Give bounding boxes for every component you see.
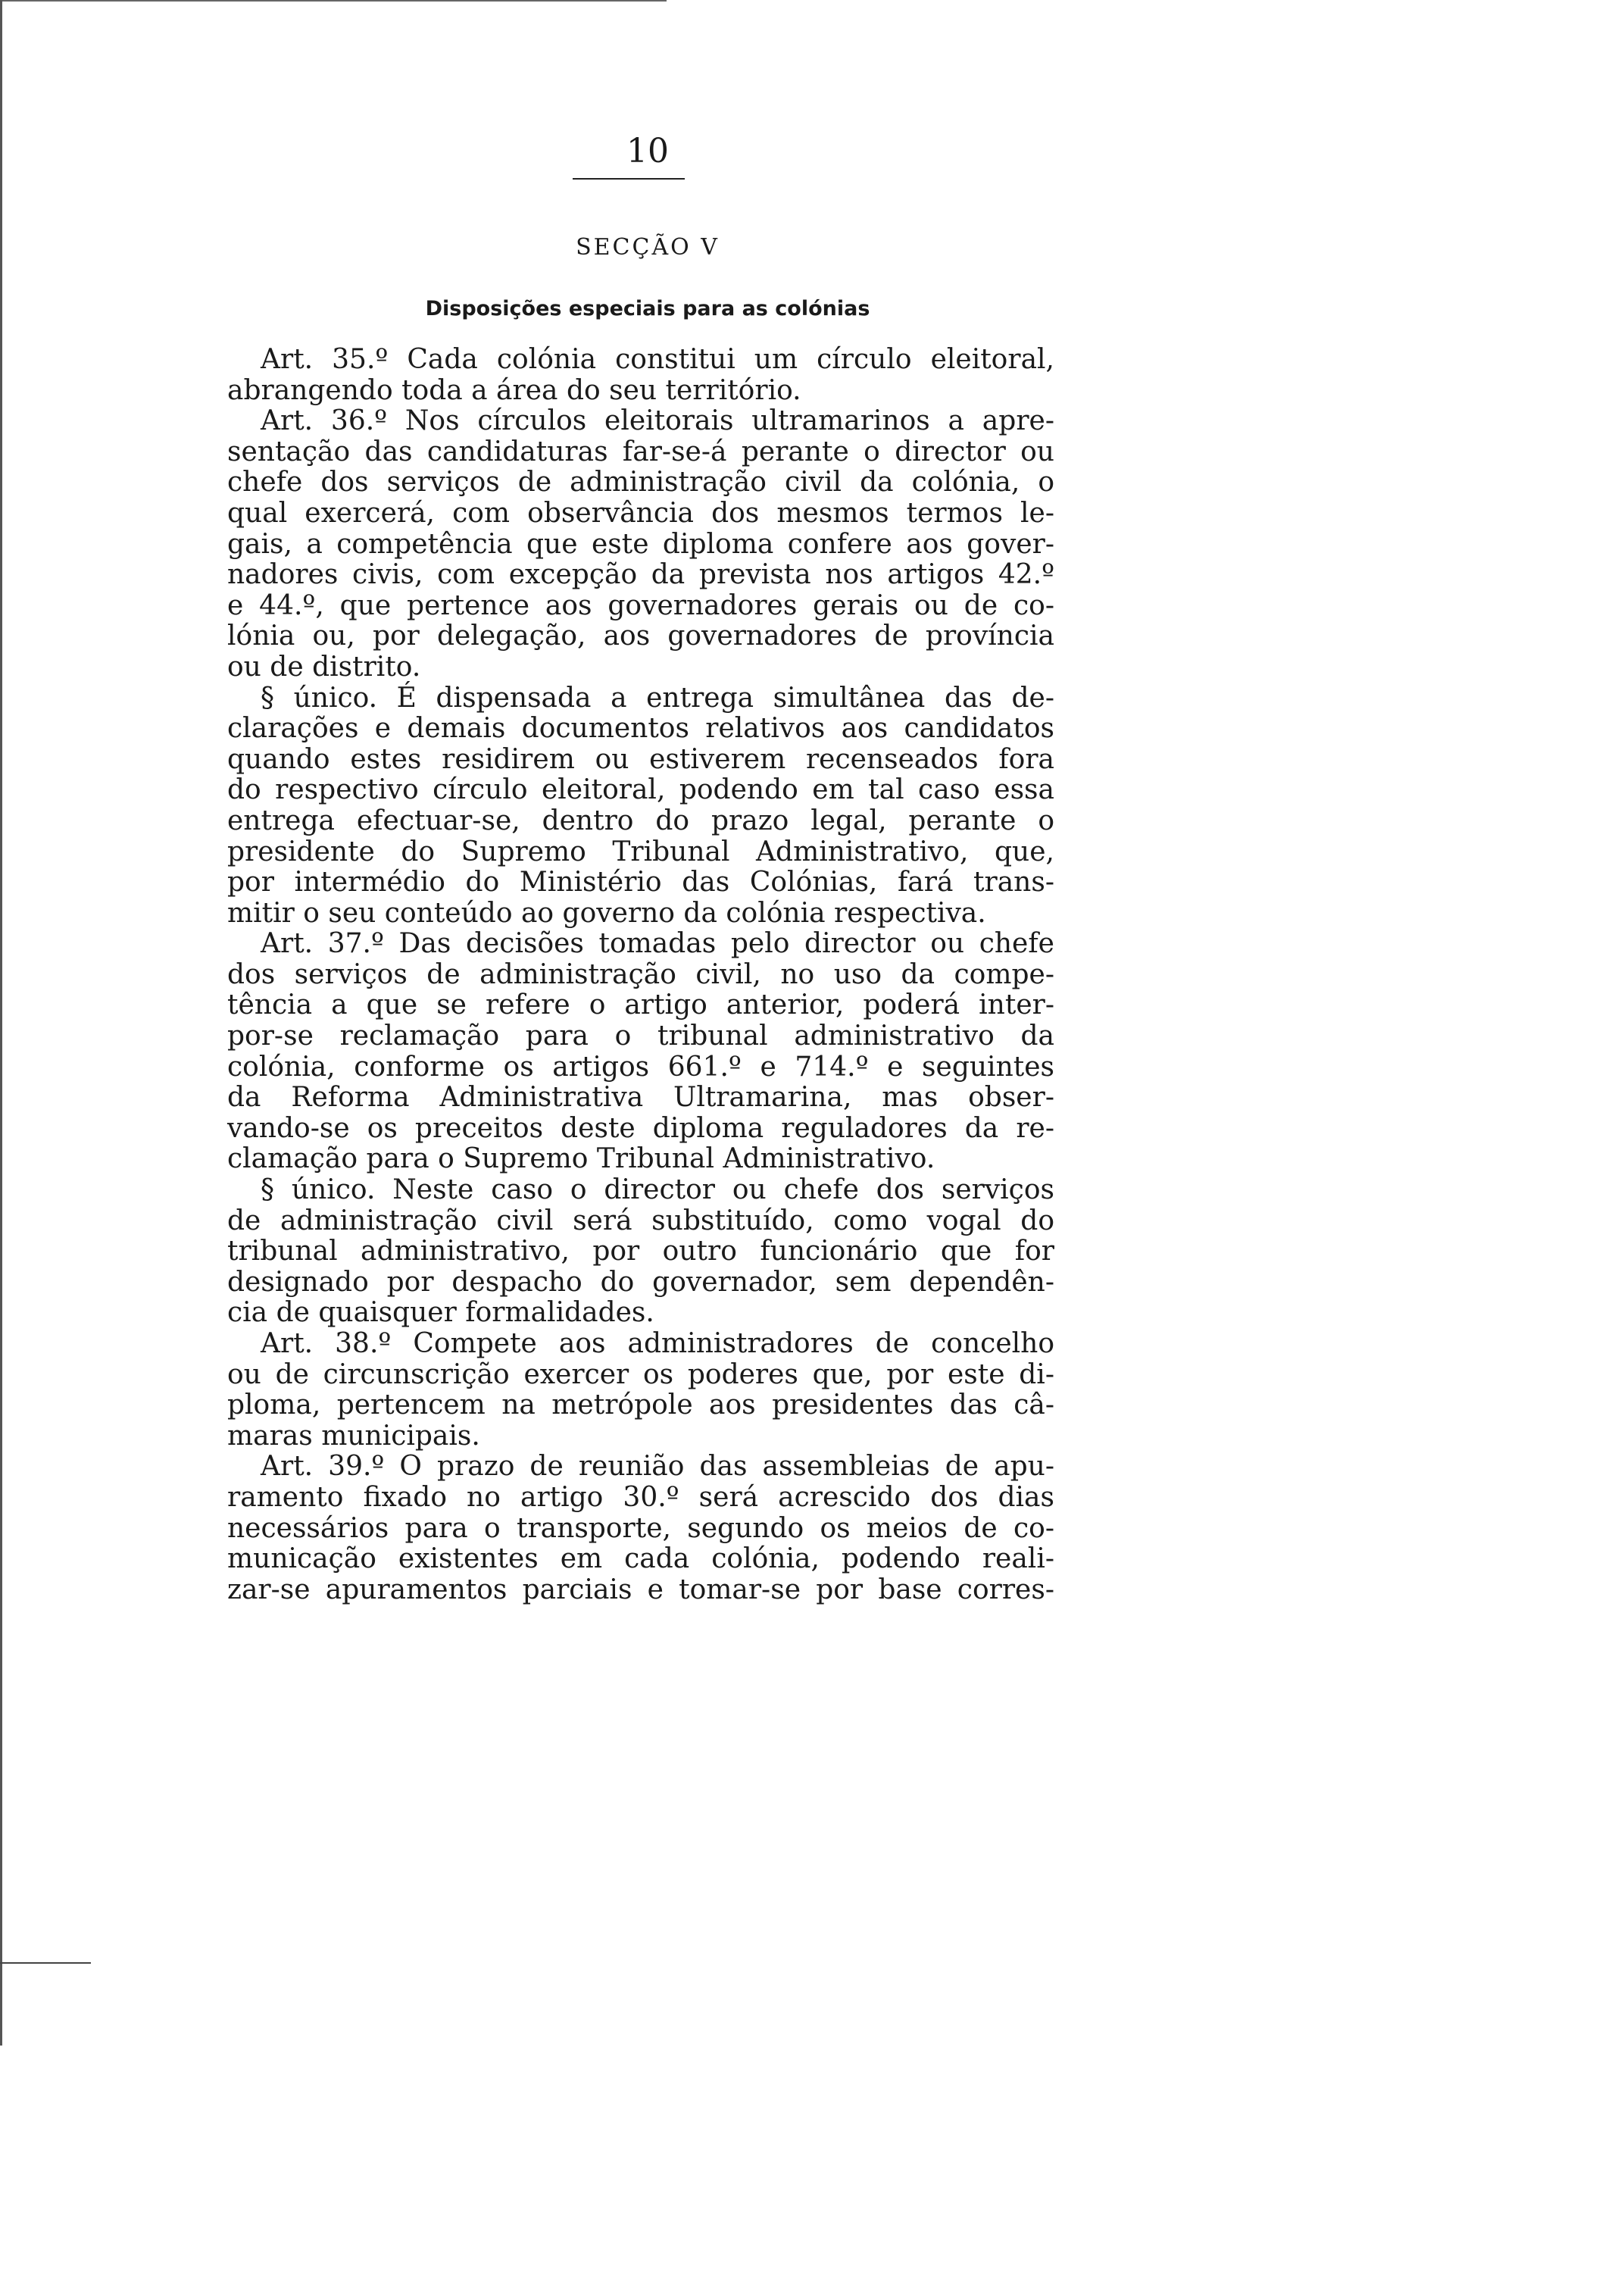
text-line: presidente do Supremo Tribunal Administrativo, que, xyxy=(227,836,1054,867)
text-line: Art. 35.º Cada colónia constitui um círculo eleitoral, xyxy=(261,344,1054,375)
text-line: por intermédio do Ministério das Colónias, fará trans- xyxy=(227,867,1054,899)
text-line: tribunal administrativo, por outro funcionário que for xyxy=(227,1236,1054,1267)
text-line: § único. Neste caso o director ou chefe dos serviços xyxy=(261,1174,1054,1206)
page-number-rule xyxy=(573,178,685,180)
text-line: ou de circunscrição exercer os poderes que, por este di- xyxy=(227,1358,1054,1390)
text-line: colónia, conforme os artigos 661.º e 714.º e seguintes xyxy=(227,1051,1054,1083)
page-number: 10 xyxy=(626,132,669,170)
text-line: municação existentes em cada colónia, podendo reali- xyxy=(227,1543,1054,1575)
text-line: nadores civis, com excepção da prevista nos artigos 42.º xyxy=(227,559,1054,591)
text-line: Art. 37.º Das decisões tomadas pelo director ou chefe xyxy=(261,928,1054,960)
text-line: clamação para o Supremo Tribunal Administrativo. xyxy=(227,1143,935,1175)
text-line: entrega efectuar-se, dentro do prazo legal, perante o xyxy=(227,805,1054,836)
text-line: vando-se os preceitos deste diploma reguladores da re- xyxy=(227,1112,1054,1144)
text-line: lónia ou, por delegação, aos governadores de província xyxy=(227,620,1054,652)
text-line: sentação das candidaturas far-se-á perante o director ou xyxy=(227,436,1054,467)
section-heading: SECÇÃO V xyxy=(576,234,720,261)
text-line: por-se reclamação para o tribunal administrativo da xyxy=(227,1020,1054,1052)
text-line: Art. 38.º Compete aos administradores de concelho xyxy=(261,1328,1054,1359)
scan-bottom-mark xyxy=(0,1962,91,1964)
text-line: gais, a competência que este diploma confere aos gover- xyxy=(227,528,1054,560)
text-line: e 44.º, que pertence aos governadores gerais ou de co- xyxy=(227,589,1054,621)
text-line: quando estes residirem ou estiverem recenseados fora xyxy=(227,743,1054,775)
text-line: da Reforma Administrativa Ultramarina, mas obser- xyxy=(227,1082,1054,1114)
text-line: ou de distrito. xyxy=(227,651,421,683)
text-line: maras municipais. xyxy=(227,1420,480,1452)
text-line: designado por despacho do governador, sem dependên- xyxy=(227,1266,1054,1298)
text-line: do respectivo círculo eleitoral, podendo em tal caso essa xyxy=(227,774,1054,806)
body-text xyxy=(227,345,1054,1605)
text-line: tência a que se refere o artigo anterior, poderá inter- xyxy=(227,989,1054,1021)
scan-top-edge xyxy=(0,0,667,6)
text-line: ramento fixado no artigo 30.º será acrescido dos dias xyxy=(227,1481,1054,1513)
text-line: § único. É dispensada a entrega simultânea das de- xyxy=(261,682,1054,714)
text-line: dos serviços de administração civil, no uso da compe- xyxy=(227,958,1054,990)
text-line: chefe dos serviços de administração civil da colónia, o xyxy=(227,467,1054,499)
text-line: cia de quaisquer formalidades. xyxy=(227,1297,654,1329)
text-line: ploma, pertencem na metrópole aos presidentes das câ- xyxy=(227,1389,1054,1421)
text-line: mitir o seu conteúdo ao governo da colónia respectiva. xyxy=(227,897,986,929)
text-line: zar-se apuramentos parciais e tomar-se por base corres- xyxy=(227,1574,1054,1605)
section-subtitle: Disposições especiais para as colónias xyxy=(425,297,870,320)
text-line: clarações e demais documentos relativos aos candidatos xyxy=(227,713,1054,745)
text-line: Art. 39.º O prazo de reunião das assembleias de apu- xyxy=(261,1451,1054,1483)
text-line: necessários para o transporte, segundo os meios de co- xyxy=(227,1512,1054,1544)
text-line: abrangendo toda a área do seu território. xyxy=(227,374,801,406)
text-line: Art. 36.º Nos círculos eleitorais ultramarinos a apre- xyxy=(261,405,1054,437)
text-line: qual exercerá, com observância dos mesmos termos le- xyxy=(227,497,1054,529)
text-line: de administração civil será substituído, como vogal do xyxy=(227,1205,1054,1236)
